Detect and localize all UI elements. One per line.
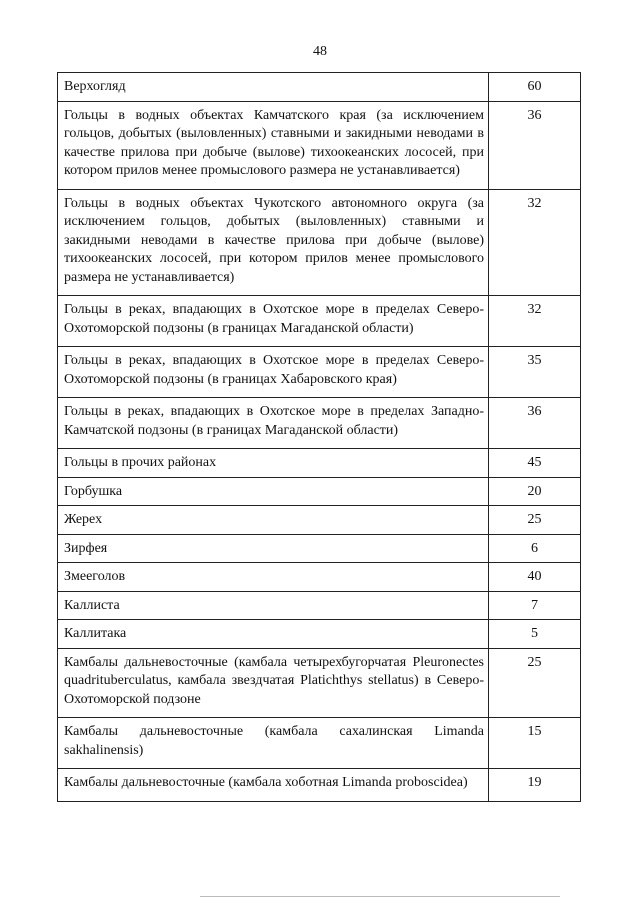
species-name-cell: Камбалы дальневосточные (камбала сахалинская Limanda sakhalinensis) [58,718,489,769]
norms-table-body [58,73,581,802]
table-row [58,591,581,620]
table-row [58,769,581,802]
size-value-cell: 40 [489,563,581,592]
species-name-cell: Жерех [58,506,489,535]
table-row [58,718,581,769]
table-row [58,563,581,592]
size-value-cell: 36 [489,101,581,189]
species-name-cell: Гольцы в водных объектах Камчатского края (за исключением гольцов, добытых (выловленных) ставными и закидными неводами в качестве прилова при добыче (вылове) тихоокеанских лососей, при котором прилов менее промыслового размера не устанавливается) [58,101,489,189]
table-row [58,347,581,398]
species-name-cell: Камбалы дальневосточные (камбала хоботная Limanda proboscidea) [58,769,489,802]
table-row [58,648,581,718]
size-value-cell: 7 [489,591,581,620]
species-name-cell: Верхогляд [58,73,489,102]
size-value-cell: 25 [489,648,581,718]
table-row [58,620,581,649]
species-name-cell: Гольцы в прочих районах [58,449,489,478]
page-bottom-rule [200,896,560,897]
species-name-cell: Гольцы в реках, впадающих в Охотское море в пределах Северо-Охотоморской подзоны (в границах Хабаровского края) [58,347,489,398]
size-value-cell: 60 [489,73,581,102]
table-row [58,449,581,478]
size-value-cell: 32 [489,189,581,296]
species-name-cell: Камбалы дальневосточные (камбала четырехбугорчатая Pleuronectes quadrituberculatus, камбала звездчатая Platichthys stellatus) в Северо-Охотоморской подзоне [58,648,489,718]
species-name-cell: Горбушка [58,477,489,506]
table-row [58,101,581,189]
species-name-cell: Гольцы в водных объектах Чукотского автономного округа (за исключением гольцов, добытых (выловленных) ставными и закидными неводами в качестве прилова при добыче (вылове) тихоокеанских лососей, при котором прилов менее промыслового размера не устанавливается) [58,189,489,296]
table-row [58,296,581,347]
size-value-cell: 45 [489,449,581,478]
page-number: 48 [313,44,327,59]
table-row [58,477,581,506]
species-name-cell: Гольцы в реках, впадающих в Охотское море в пределах Западно-Камчатской подзоны (в границах Магаданской области) [58,398,489,449]
size-value-cell: 36 [489,398,581,449]
size-value-cell: 6 [489,534,581,563]
table-row [58,506,581,535]
size-value-cell: 20 [489,477,581,506]
size-value-cell: 25 [489,506,581,535]
table-row [58,534,581,563]
species-name-cell: Зирфея [58,534,489,563]
species-name-cell: Гольцы в реках, впадающих в Охотское море в пределах Северо-Охотоморской подзоны (в границах Магаданской области) [58,296,489,347]
table-row [58,398,581,449]
size-value-cell: 15 [489,718,581,769]
size-value-cell: 5 [489,620,581,649]
table-row [58,189,581,296]
table-row [58,73,581,102]
species-name-cell: Каллиста [58,591,489,620]
size-value-cell: 32 [489,296,581,347]
species-name-cell: Каллитака [58,620,489,649]
size-value-cell: 19 [489,769,581,802]
size-value-cell: 35 [489,347,581,398]
norms-table [57,72,581,802]
species-name-cell: Змееголов [58,563,489,592]
